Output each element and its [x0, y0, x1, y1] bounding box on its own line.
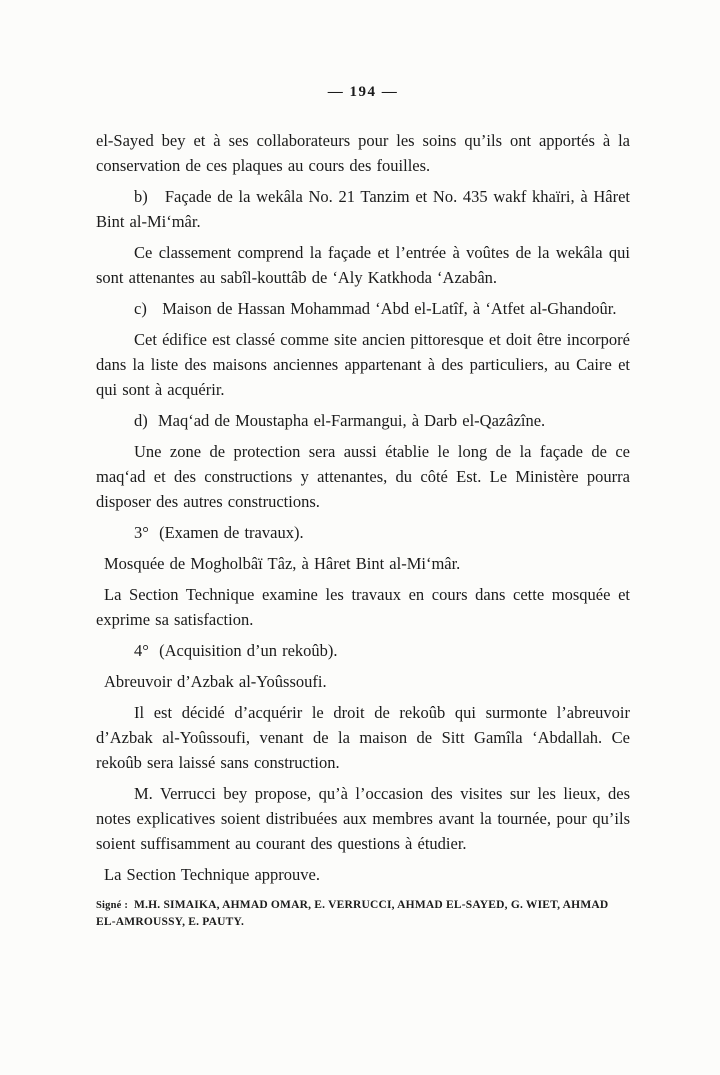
- paragraph-abreuvoir: Abreuvoir d’Azbak al-Yoûssoufi.: [104, 672, 327, 691]
- item-c: c) Maison de Hassan Mohammad ‘Abd el-Latîf, à ‘Atfet al-Ghandoûr.: [134, 299, 617, 318]
- paragraph-continuation: el-Sayed bey et à ses collaborateurs pour les soins qu’ils ont apportés à la conservation de ces plaques au cours des fouilles.: [96, 131, 630, 175]
- paragraph-edifice: Cet édifice est classé comme site ancien pittoresque et doit être incorporé dans la liste des maisons anciennes appartenant à des particuliers, au Caire et qui sont à acquérir.: [96, 330, 630, 399]
- paragraph-classement: Ce classement comprend la façade et l’entrée à voûtes de la wekâla qui sont attenantes au sabîl-kouttâb de ‘Aly Katkhoda ‘Azabân.: [96, 243, 630, 287]
- paragraph-decision-rekoub: Il est décidé d’acquérir le droit de rekoûb qui surmonte l’abreuvoir d’Azbak al-Yoûssoufi, venant de la maison de Sitt Gamîla ‘Abdallah. Ce rekoûb sera laissé sans construction.: [96, 703, 630, 772]
- paragraph-section-approuve: La Section Technique approuve.: [104, 865, 320, 884]
- signature-names: M.H. SIMAIKA, AHMAD OMAR, E. VERRUCCI, AHMAD EL-SAYED, G. WIET, AHMAD EL-AMROUSSY, E. PAUTY.: [96, 899, 609, 928]
- item-4: 4° (Acquisition d’un rekoûb).: [134, 641, 338, 660]
- paragraph-verrucci-propose: M. Verrucci bey propose, qu’à l’occasion des visites sur les lieux, des notes explicatives soient distribuées aux membres avant la tournée, pour qu’ils soient suffisamment au courant des questions à étudier.: [96, 784, 630, 853]
- signature-line: [96, 897, 630, 930]
- item-3: 3° (Examen de travaux).: [134, 523, 304, 542]
- signature-prefix: Signé :: [96, 900, 129, 911]
- text-block: [96, 128, 630, 887]
- item-b: b) Façade de la wekâla No. 21 Tanzim et No. 435 wakf khaïri, à Hâret Bint al-Mi‘mâr.: [96, 187, 630, 231]
- page-number: — 194 —: [327, 84, 399, 100]
- paragraph-zone-protection: Une zone de protection sera aussi établie le long de la façade de ce maq‘ad et des constructions y attenantes, du côté Est. Le Ministère pourra disposer des autres constructions.: [96, 442, 630, 511]
- paragraph-section-examine: La Section Technique examine les travaux en cours dans cette mosquée et exprime sa satisfaction.: [96, 585, 630, 629]
- paragraph-mosquee: Mosquée de Mogholbâï Tâz, à Hâret Bint al-Mi‘mâr.: [104, 554, 461, 573]
- item-d: d) Maq‘ad de Moustapha el-Farmangui, à Darb el-Qazâzîne.: [134, 411, 546, 430]
